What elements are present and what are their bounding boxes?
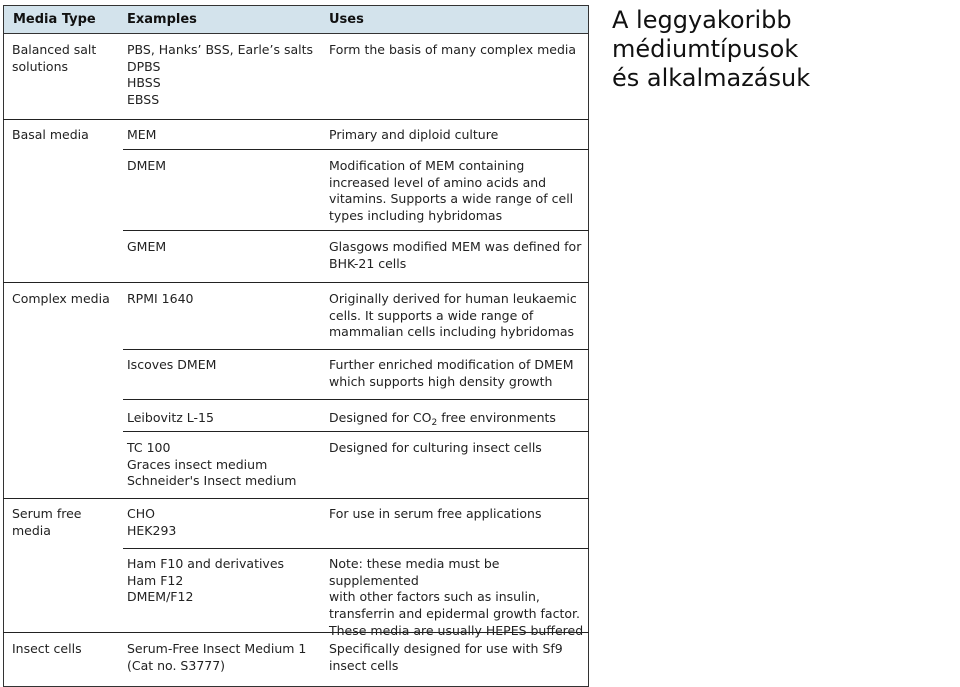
cell-examples-balanced-salt: PBS, Hanks’ BSS, Earle’s salts DPBS HBSS EBSS [127,42,314,108]
cell-uses-balanced-salt: Form the basis of many complex media [329,42,577,57]
cell-uses-gmem: Glasgows modified MEM was defined for BHK-21 cells [329,239,582,271]
leibovitz-uses-text: Designed for CO [329,410,432,425]
leibovitz-uses-text-end: free environments [437,410,556,425]
row-divider [3,498,589,499]
cell-type-insect: Insect cells [12,641,82,656]
cell-type-serum-free: Serum free media [12,506,82,538]
cell-uses-ham: Note: these media must be supplemented with other factors such as insulin, transferrin and epidermal growth factor. These media are usually HEPES buffered [329,556,584,638]
cell-uses-cho: For use in serum free applications [329,506,542,521]
cell-uses-mem: Primary and diploid culture [329,127,499,142]
cell-uses-rpmi: Originally derived for human leukaemic cells. It supports a wide range of mammalian cells including hybridomas [329,291,577,340]
cell-uses-leibovitz [329,410,587,427]
cell-examples-insect-media: TC 100 Graces insect medium Schneider's Insect medium [127,440,297,489]
cell-type-balanced-salt: Balanced salt solutions [12,42,97,74]
slide-title [612,6,957,93]
header-uses: Uses [329,12,364,27]
row-divider [123,149,589,150]
cell-uses-iscoves: Further enriched modification of DMEM which supports high density growth [329,357,574,389]
cell-uses-sfim: Specifically designed for use with Sf9 insect cells [329,641,563,673]
row-divider [123,431,589,432]
cell-examples-gmem: GMEM [127,239,167,254]
cell-uses-dmem: Modification of MEM containing increased level of amino acids and vitamins. Supports a wide range of cell types including hybridomas [329,158,574,224]
cell-type-basal: Basal media [12,127,89,142]
co2-subscript: 2 [431,418,438,428]
cell-examples-mem: MEM [127,127,157,142]
cell-type-complex: Complex media [12,291,110,306]
cell-examples-ham: Ham F10 and derivatives Ham F12 DMEM/F12 [127,556,285,605]
row-divider [123,349,589,350]
row-divider [123,548,589,549]
slide-title-line1: A leggyakoribb médiumtípusok [612,6,799,63]
cell-examples-rpmi: RPMI 1640 [127,291,194,306]
cell-examples-dmem: DMEM [127,158,167,173]
row-divider [3,119,589,120]
cell-examples-leibovitz: Leibovitz L-15 [127,410,214,425]
cell-uses-insect-media: Designed for culturing insect cells [329,440,542,455]
row-divider [123,230,589,231]
slide-title-line2: és alkalmazásuk [612,64,811,92]
row-divider [123,399,589,400]
cell-examples-iscoves: Iscoves DMEM [127,357,217,372]
table-header [3,5,589,34]
header-media-type: Media Type [13,12,96,27]
cell-examples-sfim: Serum-Free Insect Medium 1 (Cat no. S3777) [127,641,307,673]
row-divider [3,282,589,283]
cell-examples-cho: CHO HEK293 [127,506,177,538]
header-examples: Examples [127,12,197,27]
